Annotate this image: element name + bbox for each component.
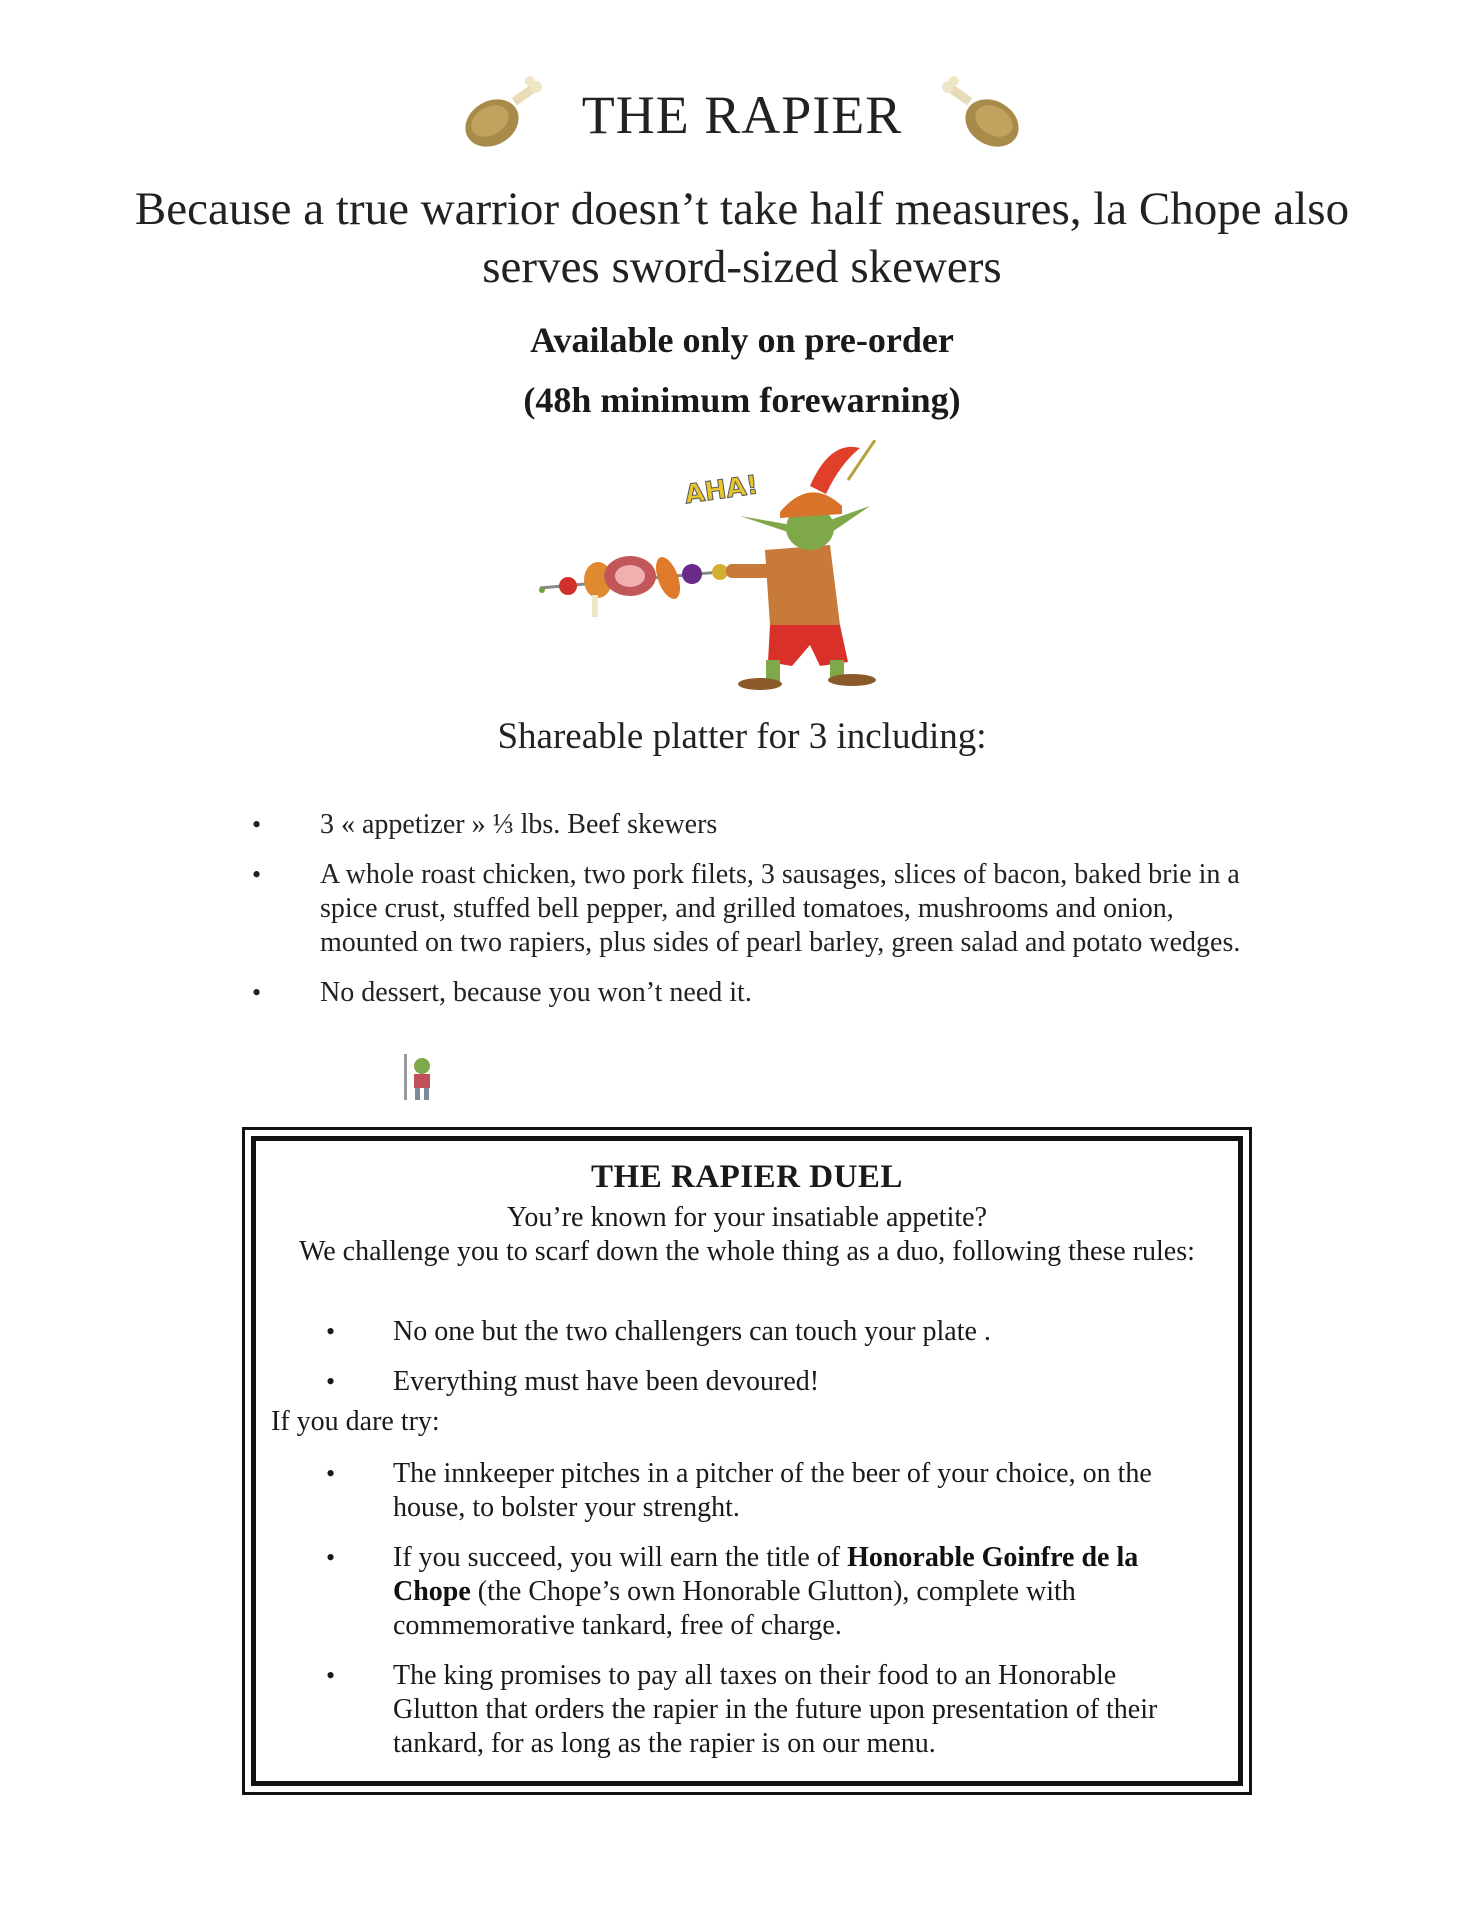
feather-icon [810,447,860,494]
platter-item-text: No dessert, because you won’t need it. [320,977,752,1008]
duel-rewards-list [326,1457,1198,1777]
rapier-duel-box [242,1127,1252,1795]
mini-goblin-icon [400,1052,440,1102]
reward-text-post: (the Chope’s own Honorable Glutton), complete with commemorative tankard, free of charge. [393,1576,1076,1641]
dare-line: If you dare try: [271,1406,440,1437]
list-item [326,1541,1198,1643]
list-item [326,1365,1198,1399]
bullet-icon: • [252,978,262,1007]
reward-text: The innkeeper pitches in a pitcher of the beer of your choice, on the house, to bolster your strenght. [393,1458,1152,1523]
bullet-icon: • [326,1367,336,1396]
platter-items-list [250,808,1260,1026]
bullet-icon: • [252,810,262,839]
bullet-icon: • [326,1543,336,1572]
list-item [326,1659,1198,1761]
list-item [250,858,1260,960]
title-row [0,70,1484,160]
preorder-notice [0,310,1484,430]
bullet-icon: • [326,1317,336,1346]
duel-intro-challenge: We challenge you to scarf down the whole thing as a duo, following these rules: [299,1236,1195,1267]
goblin-rapier-illustration [530,440,930,690]
bullet-icon: • [326,1661,336,1690]
honorable-glutton-title: Honorable Goinfre de la Chope [393,1542,1139,1607]
apple-icon [559,577,577,595]
drumstick-right-icon [934,75,1024,155]
subtitle: Because a true warrior doesn’t take half measures, la Chope also serves sword-sized skewers [134,183,1350,293]
onion-icon [682,564,702,584]
list-item [250,976,1260,1010]
reward-text-pre: If you succeed, you will earn the title of [393,1542,848,1573]
forewarning-line: (48h minimum forewarning) [523,380,961,420]
reward-text: The king promises to pay all taxes on their food to an Honorable Glutton that orders the rapier in the future upon presentation of their tankard, for as long as the rapier is on our menu. [393,1660,1158,1759]
rule-text: Everything must have been devoured! [393,1366,820,1397]
list-item [250,808,1260,842]
platter-item-text: A whole roast chicken, two pork filets, 3 sausages, slices of bacon, baked brie in a spice crust, stuffed bell pepper, and grilled tomatoes, mushrooms and onion, mounted on two rapiers, plus sides of pearl barley, green salad and potato wedges. [320,859,1241,958]
rule-text: No one but the two challengers can touch your plate . [393,1316,991,1347]
preorder-line: Available only on pre-order [530,320,954,360]
drumstick-left-icon [460,75,550,155]
page-title: THE RAPIER [581,85,903,145]
speech-bubble-text: AHA! [682,470,761,511]
platter-heading: Shareable platter for 3 including: [497,716,987,757]
duel-title: THE RAPIER DUEL [591,1159,903,1195]
bullet-icon: • [252,860,262,889]
bullet-icon: • [326,1459,336,1488]
reward-text [393,1542,1138,1641]
list-item [326,1457,1198,1525]
platter-item-text: 3 « appetizer » ⅓ lbs. Beef skewers [320,809,718,840]
list-item [326,1315,1198,1349]
rapier-duel-inner-frame [251,1136,1243,1786]
duel-intro [296,1201,1198,1269]
duel-intro-question: You’re known for your insatiable appetite? [506,1202,988,1233]
duel-rules-list [326,1315,1198,1415]
